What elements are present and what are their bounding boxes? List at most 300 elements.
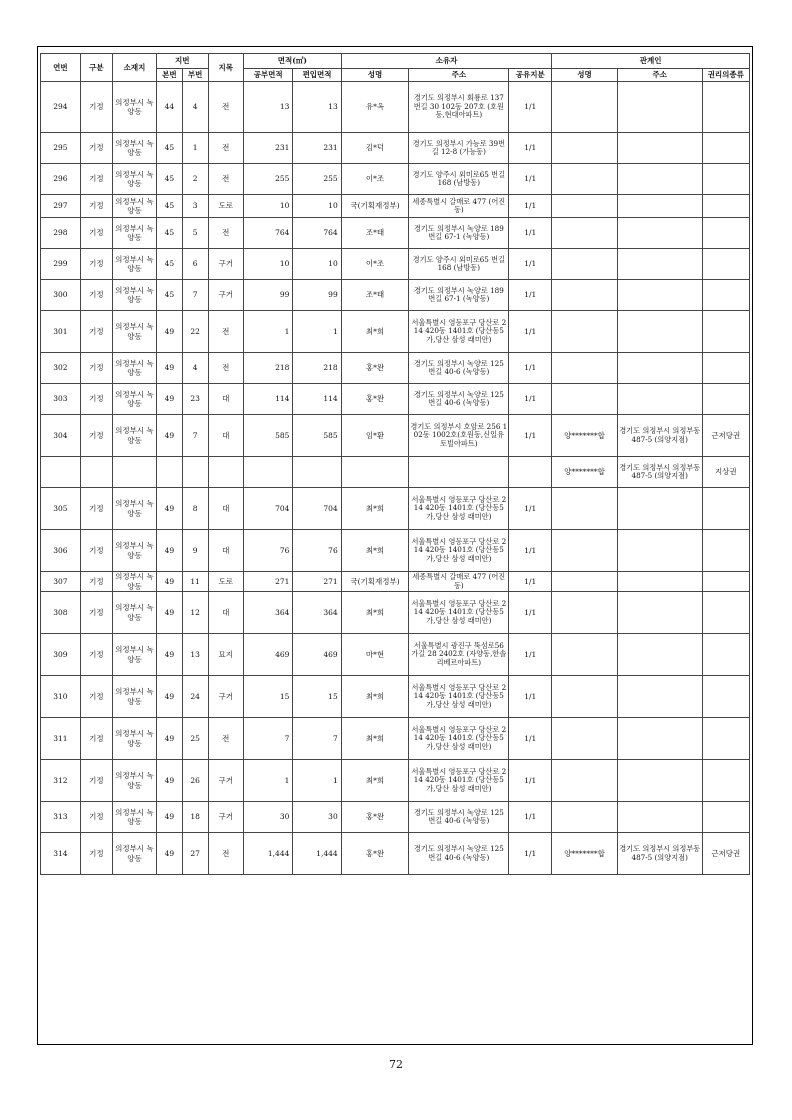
cell-seq: 308 [41,592,81,634]
table-row [41,311,750,353]
cell-owner-address: 경기도 양주시 외미로65 번길 168 (남방동) [409,164,509,195]
cell-owner-share: 1/1 [509,280,552,311]
table-row [41,634,750,676]
cell-location: 의정부시 녹양동 [112,833,156,875]
cell-location: 의정부시 녹양동 [112,802,156,833]
cell-lot-sub: 26 [182,760,208,802]
cell-owner-name: 유*옥 [341,82,409,133]
cell-rel-right [702,530,749,572]
cell-category: 도로 [208,195,243,218]
cell-owner-share: 1/1 [509,676,552,718]
cell-type [80,457,112,488]
table-row [41,195,750,218]
cell-area-public: 13 [243,82,292,133]
cell-seq: 303 [41,384,81,415]
cell-location: 의정부시 녹양동 [112,415,156,457]
cell-rel-address [617,353,702,384]
cell-owner-address: 서울특별시 영등포구 당산로 214 420동 1401호 (당산동5가,당산 삼성 래미안) [409,530,509,572]
table-header [41,54,750,82]
cell-owner-address: 세종특별시 갈매로 477 (어진동) [409,572,509,592]
cell-owner-share: 1/1 [509,353,552,384]
cell-seq: 305 [41,488,81,530]
cell-area-included: 10 [293,249,341,280]
header-location: 소재지 [112,54,156,82]
table-row [41,760,750,802]
cell-type: 기정 [80,592,112,634]
cell-category: 구거 [208,760,243,802]
cell-type: 기정 [80,353,112,384]
cell-owner-name [341,457,409,488]
cell-owner-share: 1/1 [509,488,552,530]
table-row [41,280,750,311]
header-lot-main: 본번 [156,69,182,82]
cell-rel-right: 근저당권 [702,833,749,875]
cell-lot-sub: 4 [182,353,208,384]
cell-type: 기정 [80,195,112,218]
cell-rel-right [702,676,749,718]
cell-owner-share: 1/1 [509,530,552,572]
cell-rel-right [702,572,749,592]
cell-seq: 313 [41,802,81,833]
cell-area-included: 1 [293,311,341,353]
cell-owner-address: 경기도 의정부시 녹양로 189번길 67-1 (녹양동) [409,280,509,311]
cell-lot-sub: 2 [182,164,208,195]
cell-area-public: 30 [243,802,292,833]
cell-lot-sub: 27 [182,833,208,875]
cell-lot-main: 49 [156,384,182,415]
header-owner-name: 성명 [341,69,409,82]
cell-rel-right: 지상권 [702,457,749,488]
cell-rel-name: 양*******합 [552,833,618,875]
cell-lot-main: 49 [156,530,182,572]
cell-location: 의정부시 녹양동 [112,634,156,676]
cell-owner-name: 홍*완 [341,353,409,384]
cell-location: 의정부시 녹양동 [112,82,156,133]
cell-area-public: 76 [243,530,292,572]
cell-owner-name: 임*환 [341,415,409,457]
cell-location: 의정부시 녹양동 [112,164,156,195]
cell-owner-address: 서울특별시 영등포구 당산로 214 420동 1401호 (당산동5가,당산 삼성 래미안) [409,311,509,353]
cell-seq: 309 [41,634,81,676]
cell-area-public [243,457,292,488]
cell-rel-right [702,311,749,353]
cell-area-public: 7 [243,718,292,760]
cell-seq: 306 [41,530,81,572]
cell-owner-name: 최*희 [341,760,409,802]
cell-category: 구거 [208,249,243,280]
cell-type: 기정 [80,133,112,164]
cell-location: 의정부시 녹양동 [112,195,156,218]
cell-owner-name: 최*희 [341,718,409,760]
cell-category: 구거 [208,802,243,833]
cell-lot-sub: 7 [182,415,208,457]
cell-rel-name [552,530,618,572]
cell-type: 기정 [80,249,112,280]
cell-owner-share: 1/1 [509,249,552,280]
cell-area-included: 364 [293,592,341,634]
cell-rel-name [552,311,618,353]
cell-lot-sub: 8 [182,488,208,530]
cell-lot-main: 45 [156,249,182,280]
cell-area-public: 231 [243,133,292,164]
cell-category [208,457,243,488]
header-area: 면적(㎡) [243,54,341,69]
cell-owner-address: 경기도 의정부시 가능로 39번길 12-8 (가능동) [409,133,509,164]
cell-area-public: 218 [243,353,292,384]
cell-lot-sub: 13 [182,634,208,676]
cell-rel-right [702,218,749,249]
cell-area-included: 13 [293,82,341,133]
cell-rel-right [702,718,749,760]
cell-rel-address [617,164,702,195]
cell-type: 기정 [80,530,112,572]
cell-owner-share: 1/1 [509,415,552,457]
cell-location: 의정부시 녹양동 [112,530,156,572]
cell-owner-name: 최*희 [341,311,409,353]
cell-seq: 310 [41,676,81,718]
cell-area-public: 764 [243,218,292,249]
cell-seq [41,457,81,488]
cell-area-public: 1 [243,760,292,802]
cell-owner-share: 1/1 [509,311,552,353]
cell-lot-main: 45 [156,218,182,249]
header-rel-address: 주소 [617,69,702,82]
table-row [41,218,750,249]
cell-lot-sub: 7 [182,280,208,311]
cell-area-included: 231 [293,133,341,164]
cell-rel-name [552,82,618,133]
cell-rel-name [552,133,618,164]
cell-lot-sub: 12 [182,592,208,634]
cell-type: 기정 [80,572,112,592]
cell-rel-right [702,760,749,802]
cell-category: 전 [208,82,243,133]
cell-category: 전 [208,718,243,760]
cell-owner-address: 경기도 의정부시 녹양로 125번길 40-6 (녹양동) [409,384,509,415]
cell-rel-right [702,249,749,280]
cell-lot-main: 49 [156,760,182,802]
cell-type: 기정 [80,488,112,530]
cell-area-public: 99 [243,280,292,311]
cell-seq: 298 [41,218,81,249]
cell-owner-address: 경기도 의정부시 회룡로 137번길 30 102동 207호 (호원동,현대아파트) [409,82,509,133]
table-row [41,572,750,592]
table-row [41,488,750,530]
cell-type: 기정 [80,802,112,833]
cell-area-included: 271 [293,572,341,592]
table-row [41,133,750,164]
cell-area-public: 10 [243,195,292,218]
cell-owner-name: 국(기획재정부) [341,572,409,592]
table-row [41,353,750,384]
cell-rel-address [617,218,702,249]
cell-category: 묘지 [208,634,243,676]
cell-lot-sub: 3 [182,195,208,218]
cell-location: 의정부시 녹양동 [112,760,156,802]
page-number: 72 [389,1058,403,1071]
cell-owner-share: 1/1 [509,833,552,875]
cell-rel-name [552,592,618,634]
cell-seq: 295 [41,133,81,164]
cell-rel-address [617,311,702,353]
cell-owner-share: 1/1 [509,82,552,133]
cell-area-public: 1 [243,311,292,353]
cell-seq: 311 [41,718,81,760]
cell-seq: 302 [41,353,81,384]
cell-owner-address: 경기도 의정부시 녹양로 125번길 40-6 (녹양동) [409,833,509,875]
table-row [41,457,750,488]
cell-location: 의정부시 녹양동 [112,718,156,760]
cell-rel-address [617,718,702,760]
cell-rel-address [617,634,702,676]
table-row [41,164,750,195]
cell-owner-address: 서울특별시 영등포구 당산로 214 420동 1401호 (당산동5가,당산 삼성 래미안) [409,592,509,634]
cell-rel-right [702,280,749,311]
cell-owner-share: 1/1 [509,572,552,592]
header-land-category: 지목 [208,54,243,82]
cell-area-public: 704 [243,488,292,530]
cell-area-public: 469 [243,634,292,676]
header-rel-right: 권리의종류 [702,69,749,82]
cell-rel-address [617,133,702,164]
cell-lot-main: 49 [156,718,182,760]
cell-area-public: 15 [243,676,292,718]
cell-area-included: 99 [293,280,341,311]
cell-area-public: 1,444 [243,833,292,875]
cell-rel-address: 경기도 의정부시 의정부동 487-5 (의양지점) [617,457,702,488]
cell-owner-name: 김*덕 [341,133,409,164]
cell-seq: 300 [41,280,81,311]
cell-rel-name [552,718,618,760]
cell-location: 의정부시 녹양동 [112,249,156,280]
cell-rel-address: 경기도 의정부시 의정부동 487-5 (의양지점) [617,833,702,875]
cell-area-public: 114 [243,384,292,415]
cell-area-included: 764 [293,218,341,249]
cell-type: 기정 [80,833,112,875]
cell-lot-sub: 11 [182,572,208,592]
cell-lot-main: 49 [156,572,182,592]
cell-location: 의정부시 녹양동 [112,676,156,718]
cell-lot-sub: 24 [182,676,208,718]
cell-area-public: 271 [243,572,292,592]
cell-category: 전 [208,164,243,195]
cell-type: 기정 [80,82,112,133]
table-row [41,802,750,833]
cell-category: 구거 [208,676,243,718]
cell-rel-right [702,195,749,218]
cell-rel-name [552,280,618,311]
cell-lot-main: 49 [156,353,182,384]
cell-rel-name [552,384,618,415]
cell-owner-address: 서울특별시 영등포구 당산로 214 420동 1401호 (당산동5가,당산 삼성 래미안) [409,760,509,802]
cell-owner-address: 서울특별시 영등포구 당산로 214 420동 1401호 (당산동5가,당산 삼성 래미안) [409,676,509,718]
cell-area-included: 15 [293,676,341,718]
cell-area-public: 255 [243,164,292,195]
cell-rel-right [702,164,749,195]
cell-rel-name [552,760,618,802]
cell-owner-name: 홍*완 [341,384,409,415]
cell-type: 기정 [80,218,112,249]
table-row [41,676,750,718]
cell-owner-share: 1/1 [509,164,552,195]
cell-rel-address [617,249,702,280]
table-row [41,718,750,760]
cell-owner-share: 1/1 [509,592,552,634]
cell-area-included: 114 [293,384,341,415]
cell-owner-share: 1/1 [509,195,552,218]
cell-seq: 297 [41,195,81,218]
cell-rel-right [702,82,749,133]
cell-rel-address [617,280,702,311]
cell-rel-right [702,133,749,164]
cell-rel-address [617,676,702,718]
cell-lot-sub: 1 [182,133,208,164]
cell-type: 기정 [80,280,112,311]
cell-rel-right [702,384,749,415]
cell-lot-main: 49 [156,802,182,833]
cell-owner-name: 최*희 [341,592,409,634]
cell-category: 대 [208,592,243,634]
cell-category: 전 [208,218,243,249]
cell-category: 전 [208,833,243,875]
cell-owner-name: 조*태 [341,280,409,311]
cell-owner-share: 1/1 [509,718,552,760]
header-type: 구분 [80,54,112,82]
cell-location: 의정부시 녹양동 [112,280,156,311]
cell-lot-main: 49 [156,592,182,634]
cell-lot-main [156,457,182,488]
header-area-public: 공부면적 [243,69,292,82]
header-rel-name: 성명 [552,69,618,82]
cell-rel-name [552,164,618,195]
cell-area-public: 364 [243,592,292,634]
cell-owner-name: 마*현 [341,634,409,676]
cell-seq: 307 [41,572,81,592]
cell-owner-address [409,457,509,488]
cell-category: 전 [208,353,243,384]
cell-rel-name [552,249,618,280]
cell-owner-share [509,457,552,488]
cell-rel-name [552,572,618,592]
cell-owner-name: 이*조 [341,164,409,195]
cell-type: 기정 [80,164,112,195]
header-owner-share: 공유지분 [509,69,552,82]
cell-lot-main: 49 [156,634,182,676]
cell-category: 전 [208,311,243,353]
cell-owner-share: 1/1 [509,760,552,802]
cell-lot-sub: 5 [182,218,208,249]
cell-owner-address: 서울특별시 영등포구 당산로 214 420동 1401호 (당산동5가,당산 삼성 래미안) [409,488,509,530]
cell-owner-name: 홍*완 [341,802,409,833]
cell-lot-main: 49 [156,488,182,530]
cell-owner-share: 1/1 [509,384,552,415]
cell-rel-address [617,592,702,634]
cell-owner-address: 경기도 의정부시 녹양로 189번길 67-1 (녹양동) [409,218,509,249]
table-row [41,530,750,572]
cell-lot-main: 44 [156,82,182,133]
cell-type: 기정 [80,634,112,676]
cell-owner-name: 조*태 [341,218,409,249]
cell-rel-name: 양*******합 [552,457,618,488]
cell-rel-right [702,802,749,833]
cell-category: 대 [208,384,243,415]
cell-rel-name [552,195,618,218]
header-area-included: 편입면적 [293,69,341,82]
cell-owner-share: 1/1 [509,634,552,676]
header-stakeholder: 관계인 [552,54,750,69]
cell-rel-right: 근저당권 [702,415,749,457]
cell-rel-right [702,592,749,634]
table-row [41,415,750,457]
cell-seq: 304 [41,415,81,457]
cell-owner-address: 경기도 의정부시 호암로 256 102동 1002호(호원동,신일유토빌아파트) [409,415,509,457]
cell-area-included: 585 [293,415,341,457]
cell-area-included: 1,444 [293,833,341,875]
cell-type: 기정 [80,718,112,760]
cell-lot-sub [182,457,208,488]
cell-seq: 294 [41,82,81,133]
cell-category: 구거 [208,280,243,311]
cell-rel-address [617,760,702,802]
cell-rel-address [617,530,702,572]
cell-lot-main: 45 [156,195,182,218]
cell-location [112,457,156,488]
cell-location: 의정부시 녹양동 [112,133,156,164]
cell-category: 도로 [208,572,243,592]
cell-owner-address: 경기도 의정부시 녹양로 125번길 40-6 (녹양동) [409,802,509,833]
cell-owner-address: 경기도 양주시 외미로65 번길 168 (남방동) [409,249,509,280]
cell-type: 기정 [80,676,112,718]
cell-owner-address: 서울특별시 영등포구 당산로 214 420동 1401호 (당산동5가,당산 삼성 래미안) [409,718,509,760]
cell-lot-sub: 6 [182,249,208,280]
cell-location: 의정부시 녹양동 [112,592,156,634]
cell-rel-right [702,353,749,384]
cell-rel-address [617,488,702,530]
cell-rel-name [552,488,618,530]
cell-location: 의정부시 녹양동 [112,384,156,415]
cell-rel-address: 경기도 의정부시 의정부동 487-5 (의양지점) [617,415,702,457]
cell-type: 기정 [80,384,112,415]
cell-area-included: 1 [293,760,341,802]
table-row [41,592,750,634]
header-lot: 지번 [156,54,208,69]
cell-lot-main: 49 [156,833,182,875]
cell-area-included: 76 [293,530,341,572]
cell-category: 대 [208,488,243,530]
cell-area-public: 10 [243,249,292,280]
cell-lot-main: 49 [156,311,182,353]
cell-lot-main: 49 [156,415,182,457]
cell-area-included: 218 [293,353,341,384]
cell-rel-address [617,572,702,592]
cell-owner-address: 경기도 의정부시 녹양로 125번길 40-6 (녹양동) [409,353,509,384]
cell-rel-address [617,195,702,218]
cell-owner-name: 이*조 [341,249,409,280]
cell-area-included: 7 [293,718,341,760]
cell-type: 기정 [80,415,112,457]
cell-area-public: 585 [243,415,292,457]
cell-location: 의정부시 녹양동 [112,488,156,530]
table-body [41,82,750,875]
cell-owner-name: 국(기획재정부) [341,195,409,218]
cell-lot-sub: 25 [182,718,208,760]
cell-owner-share: 1/1 [509,802,552,833]
cell-rel-address [617,802,702,833]
cell-location: 의정부시 녹양동 [112,311,156,353]
cell-area-included: 255 [293,164,341,195]
cell-rel-right [702,634,749,676]
cell-lot-main: 45 [156,280,182,311]
